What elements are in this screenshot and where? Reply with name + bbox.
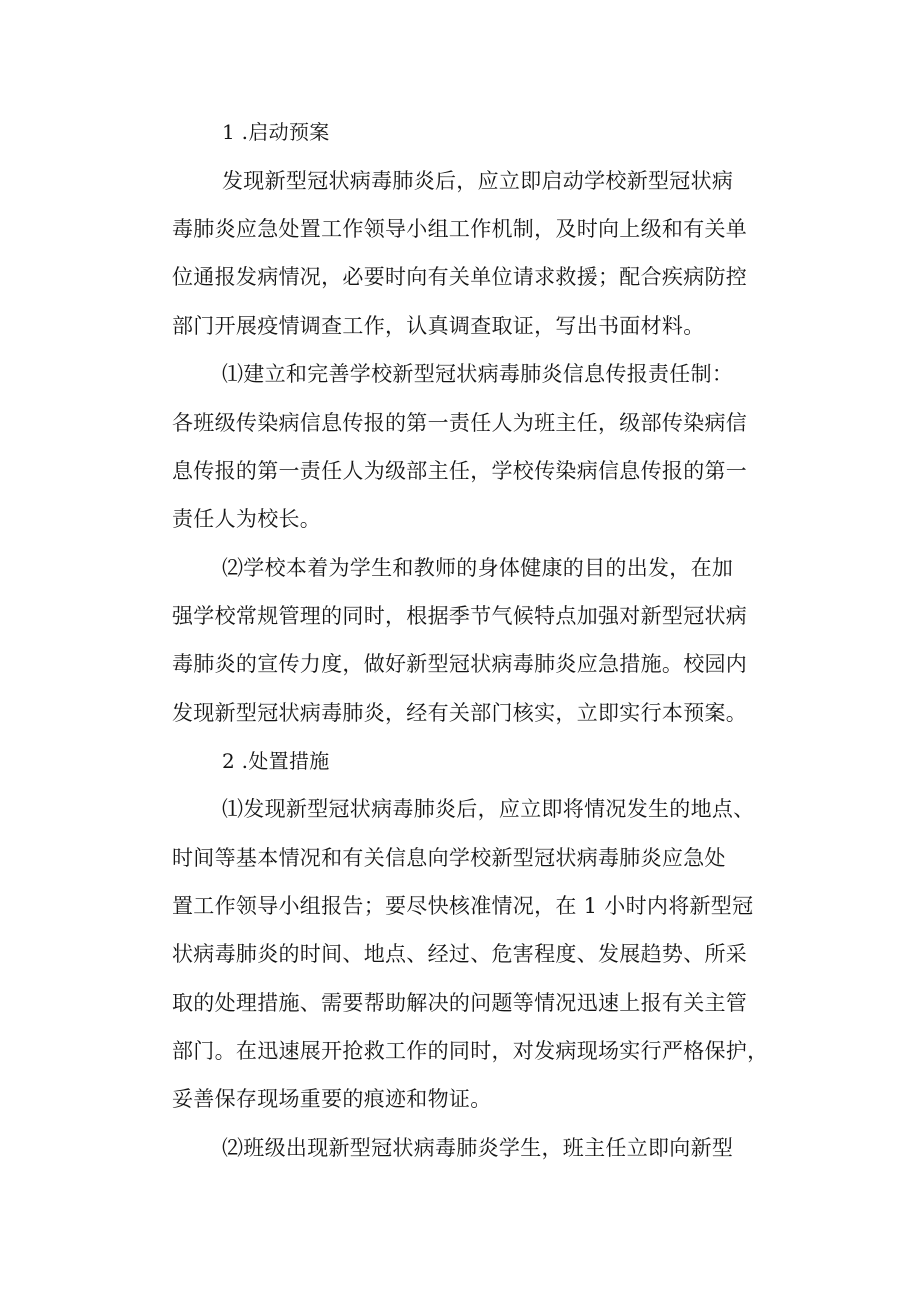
paragraph-line: 发现新型冠状病毒肺炎后，应立即启动学校新型冠状病: [222, 169, 734, 193]
paragraph-line: 责任人为校长。: [172, 507, 322, 531]
paragraph-line: 发现新型冠状病毒肺炎，经有关部门核实，立即实行本预案。: [172, 701, 748, 725]
paragraph-line: 置工作领导小组报告；要尽快核准情况，在 1 小时内将新型冠: [172, 894, 754, 918]
paragraph-line: 妥善保存现场重要的痕迹和物证。: [172, 1087, 492, 1111]
paragraph-line: 时间等基本情况和有关信息向学校新型冠状病毒肺炎应急处: [172, 846, 726, 870]
paragraph-line: ⑵学校本着为学生和教师的身体健康的目的出发，在加: [222, 556, 734, 580]
paragraph-line: ⑵班级出现新型冠状病毒肺炎学生，班主任立即向新型: [222, 1136, 734, 1160]
paragraph-line: 状病毒肺炎的时间、地点、经过、危害程度、发展趋势、所采: [172, 942, 748, 966]
paragraph-line: 毒肺炎应急处置工作领导小组工作机制，及时向上级和有关单: [172, 217, 748, 241]
section-heading-1: 1 .启动预案: [222, 120, 330, 144]
paragraph-line: 息传报的第一责任人为级部主任，学校传染病信息传报的第一: [172, 459, 748, 483]
paragraph-line: 强学校常规管理的同时，根据季节气候特点加强对新型冠状病: [172, 604, 748, 628]
paragraph-line: 取的处理措施、需要帮助解决的问题等情况迅速上报有关主管: [172, 991, 748, 1015]
paragraph-line: 部门。在迅速展开抢救工作的同时，对发病现场实行严格保护，: [172, 1039, 769, 1063]
paragraph-line: 位通报发病情况，必要时向有关单位请求救援；配合疾病防控: [172, 265, 748, 289]
paragraph-line: ⑴建立和完善学校新型冠状病毒肺炎信息传报责任制：: [222, 362, 734, 386]
paragraph-line: 各班级传染病信息传报的第一责任人为班主任，级部传染病信: [172, 411, 748, 435]
paragraph-line: ⑴发现新型冠状病毒肺炎后，应立即将情况发生的地点、: [222, 797, 755, 821]
paragraph-line: 部门开展疫情调查工作，认真调查取证，写出书面材料。: [172, 314, 705, 338]
paragraph-line: 毒肺炎的宣传力度，做好新型冠状病毒肺炎应急措施。校园内: [172, 652, 748, 676]
section-heading-2: 2 .处置措施: [222, 749, 330, 773]
